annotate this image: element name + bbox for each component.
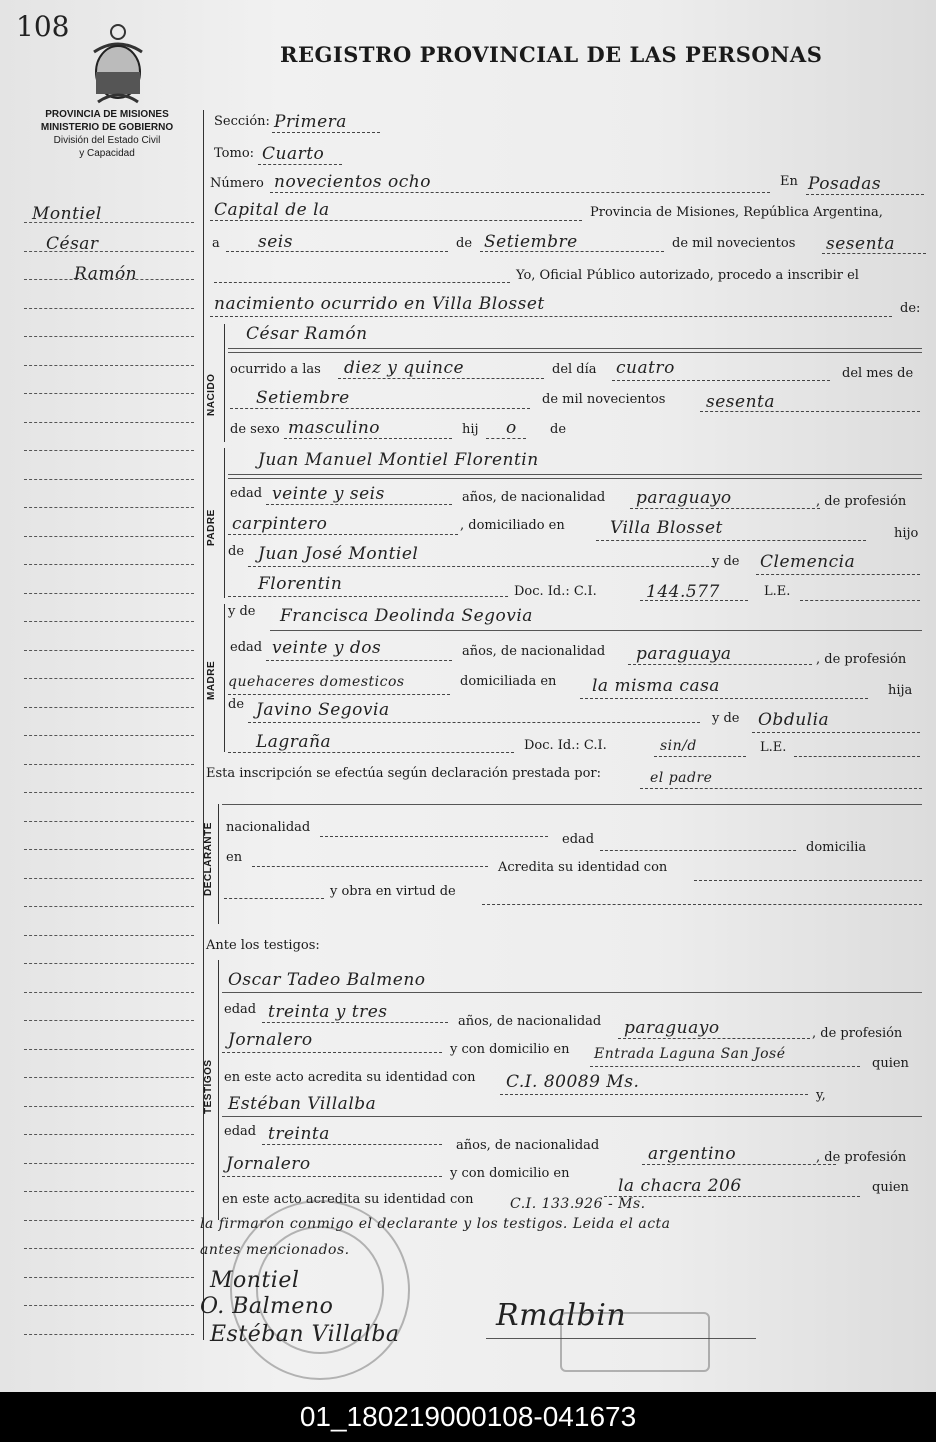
- padre-profesion-label: , de profesión: [816, 494, 907, 509]
- testigo1-prof-label: , de profesión: [812, 1026, 903, 1041]
- official-stamp-icon: [560, 1312, 710, 1372]
- madre-doc-value: sin/d: [660, 738, 697, 754]
- lugar-value: Capital de la: [214, 200, 330, 220]
- padre-yde-label: y de: [712, 554, 740, 569]
- padre-edad-label: edad: [230, 486, 263, 501]
- madre-edad-value: veinte y dos: [272, 638, 382, 658]
- declarante-edad-label: edad: [562, 832, 595, 847]
- margin-ruled-line: [24, 650, 194, 651]
- padre-le-label: L.E.: [764, 584, 791, 599]
- testigo1-quien-label: quien: [872, 1056, 909, 1071]
- margin-ruled-line: [24, 564, 194, 565]
- margin-ruled-line: [24, 792, 194, 793]
- margin-name-1: César: [46, 234, 99, 254]
- provincia-text: Provincia de Misiones, República Argentina,: [590, 205, 883, 220]
- padre-edad-value: veinte y seis: [272, 484, 385, 504]
- testigo2-edad: treinta: [268, 1124, 330, 1144]
- oficial-text: Yo, Oficial Público autorizado, procedo a inscribir el: [516, 268, 859, 283]
- margin-ruled-line: [24, 735, 194, 736]
- hij-label: hij: [462, 422, 479, 437]
- del-mes-label: del mes de: [842, 366, 914, 381]
- madre-profesion-label: , de profesión: [816, 652, 907, 667]
- document-title: REGISTRO PROVINCIAL DE LAS PERSONAS: [280, 42, 823, 67]
- hijo-label: hijo: [894, 526, 919, 541]
- madre-domicilio: la misma casa: [592, 676, 720, 696]
- madre-profesion: quehaceres domesticos: [228, 674, 405, 690]
- cierre-linea-1: la firmaron conmigo el declarante y los testigos. Leida el acta: [200, 1216, 671, 1232]
- issuer-line-4: y Capacidad: [79, 148, 135, 159]
- margin-ruled-line: [24, 935, 194, 936]
- margin-ruled-line: [24, 963, 194, 964]
- hora-value: diez y quince: [344, 358, 465, 378]
- margin-ruled-line: [24, 1334, 194, 1335]
- margin-ruled-line: [24, 1305, 194, 1306]
- madre-yde-label: y de: [228, 604, 256, 619]
- hecho-value: nacimiento ocurrido en Villa Blosset: [214, 294, 545, 314]
- padre-de-label: de: [228, 544, 245, 559]
- margin-ruled-line: [24, 849, 194, 850]
- hija-label: hija: [888, 683, 913, 698]
- testigo2-anios-label: años, de nacionalidad: [456, 1138, 600, 1153]
- margin-ruled-line: [24, 251, 194, 252]
- madre-de-label: de: [228, 697, 245, 712]
- testigo1-dom-label: y con domicilio en: [450, 1042, 570, 1057]
- en-label: En: [780, 174, 798, 189]
- margin-ruled-line: [24, 393, 194, 394]
- margin-ruled-line: [24, 707, 194, 708]
- margin-ruled-line: [24, 507, 194, 508]
- cierre-linea-2: antes mencionados.: [200, 1242, 350, 1258]
- margin-ruled-line: [24, 1220, 194, 1221]
- hij-value: o: [506, 418, 517, 438]
- margin-ruled-line: [24, 1163, 194, 1164]
- margin-ruled-line: [24, 450, 194, 451]
- testigo2-edad-label: edad: [224, 1124, 257, 1139]
- margin-ruled-line: [24, 764, 194, 765]
- testigo2-acredita-label: en este acto acredita su identidad con: [222, 1192, 474, 1207]
- sexo-value: masculino: [288, 418, 381, 438]
- declaracion-label: Esta inscripción se efectúa según declaración prestada por:: [206, 766, 601, 781]
- margin-ruled-line: [24, 1134, 194, 1135]
- testigo1-y-label: y,: [816, 1088, 826, 1103]
- padre-doc-label: Doc. Id.: C.I.: [514, 584, 597, 599]
- de-colon: de:: [900, 301, 921, 316]
- madre-yde2-label: y de: [712, 711, 740, 726]
- testigo1-edad-label: edad: [224, 1002, 257, 1017]
- margin-ruled-line: [24, 1191, 194, 1192]
- section-madre: MADRE: [206, 660, 217, 700]
- testigo2-prof-label: , de profesión: [816, 1150, 907, 1165]
- madre-padre-de: Javino Segovia: [256, 700, 390, 720]
- section-padre: PADRE: [206, 509, 217, 546]
- margin-ruled-line: [24, 536, 194, 537]
- padre-nacionalidad: paraguayo: [636, 488, 732, 508]
- dia-value: seis: [258, 232, 293, 252]
- madre-apellido: Lagraña: [256, 732, 332, 752]
- testigo2-nombre: Estéban Villalba: [228, 1094, 377, 1114]
- margin-ruled-line: [24, 992, 194, 993]
- margin-ruled-line: [24, 222, 194, 223]
- testigo2-doc: C.I. 133.926 - Ms.: [510, 1196, 646, 1212]
- margin-ruled-line: [24, 336, 194, 337]
- seccion-value: Primera: [274, 112, 347, 132]
- margin-ruled-line: [24, 308, 194, 309]
- ocurrido-label: ocurrido a las: [230, 362, 321, 377]
- firma-testigo-1: O. Balmeno: [200, 1294, 334, 1319]
- sexo-label: de sexo: [230, 422, 280, 437]
- margin-ruled-line: [24, 878, 194, 879]
- testigo2-prof: Jornalero: [226, 1154, 311, 1174]
- testigo2-nac: argentino: [648, 1144, 737, 1164]
- national-crest-icon: [84, 22, 152, 104]
- nacido-mil-label: de mil novecientos: [542, 392, 666, 407]
- nacido-dia-value: cuatro: [616, 358, 675, 378]
- numero-value: novecientos ocho: [274, 172, 431, 192]
- mil-text: de mil novecientos: [672, 236, 796, 251]
- margin-ruled-line: [24, 479, 194, 480]
- a-label: a: [212, 236, 220, 251]
- firma-testigo-2: Estéban Villalba: [210, 1322, 400, 1347]
- margin-name-2: Ramón: [74, 264, 138, 284]
- margin-ruled-line: [24, 1106, 194, 1107]
- padre-domicilio: Villa Blosset: [610, 518, 723, 538]
- margin-ruled-line: [24, 1077, 194, 1078]
- madre-madre-de: Obdulia: [758, 710, 830, 730]
- anio-value: sesenta: [826, 234, 895, 254]
- padre-padre-de: Juan José Montiel: [258, 544, 419, 564]
- nacido-mes-value: Setiembre: [256, 388, 350, 408]
- margin-ruled-line: [24, 279, 194, 280]
- madre-doc-label: Doc. Id.: C.I.: [524, 738, 607, 753]
- padre-apellido: Florentin: [258, 574, 343, 594]
- issuer-line-3: División del Estado Civil: [53, 135, 161, 146]
- numero-label: Número: [210, 176, 264, 191]
- margin-ruled-line: [24, 1277, 194, 1278]
- padre-domicilio-label: , domiciliado en: [460, 518, 565, 533]
- madre-anios-label: años, de nacionalidad: [462, 644, 606, 659]
- madre-nombre: Francisca Deolinda Segovia: [280, 606, 533, 626]
- issuer-block: [12, 108, 202, 160]
- testigo2-dom-label: y con domicilio en: [450, 1166, 570, 1181]
- main-border: [203, 110, 204, 1340]
- padre-madre-de: Clemencia: [760, 552, 856, 572]
- testigo2-quien-label: quien: [872, 1180, 909, 1195]
- firma-declarante: Montiel: [210, 1268, 300, 1293]
- testigo1-doc: C.I. 80089 Ms.: [506, 1072, 640, 1092]
- testigo1-dom: Entrada Laguna San José: [594, 1046, 786, 1062]
- nacido-nombre: César Ramón: [246, 324, 368, 344]
- firma-oficial: Rmalbin: [496, 1298, 627, 1333]
- declarante-domicilia-label: domicilia: [806, 840, 867, 855]
- margin-ruled-line: [24, 906, 194, 907]
- madre-domicilio-label: domiciliada en: [460, 674, 557, 689]
- testigo1-prof: Jornalero: [228, 1030, 313, 1050]
- madre-le-label: L.E.: [760, 740, 787, 755]
- nacido-de-label: de: [550, 422, 567, 437]
- declarante-nacionalidad-label: nacionalidad: [226, 820, 311, 835]
- issuer-line-1: PROVINCIA DE MISIONES: [45, 109, 169, 120]
- seccion-label: Sección:: [214, 114, 270, 129]
- de-label: de: [456, 236, 473, 251]
- testigo1-nombre: Oscar Tadeo Balmeno: [228, 970, 426, 990]
- testigo1-acredita-label: en este acto acredita su identidad con: [224, 1070, 476, 1085]
- margin-ruled-line: [24, 1049, 194, 1050]
- padre-anios-label: años, de nacionalidad: [462, 490, 606, 505]
- tomo-value: Cuarto: [262, 144, 325, 164]
- del-dia-label: del día: [552, 362, 597, 377]
- testigos-ante-label: Ante los testigos:: [206, 938, 320, 953]
- declarante-acredita-label: Acredita su identidad con: [498, 860, 668, 875]
- declarante-en-label: en: [226, 850, 243, 865]
- margin-surname: Montiel: [32, 204, 102, 224]
- tomo-label: Tomo:: [214, 146, 255, 161]
- padre-profesion: carpintero: [232, 514, 328, 534]
- issuer-line-2: MINISTERIO DE GOBIERNO: [40, 122, 174, 133]
- padre-doc-value: 144.577: [646, 582, 720, 602]
- testigo1-anios-label: años, de nacionalidad: [458, 1014, 602, 1029]
- section-declarante: DECLARANTE: [203, 822, 214, 896]
- madre-edad-label: edad: [230, 640, 263, 655]
- testigo1-edad: treinta y tres: [268, 1002, 388, 1022]
- nacido-anio-value: sesenta: [706, 392, 775, 412]
- declarante-obra-label: y obra en virtud de: [330, 884, 456, 899]
- madre-nacionalidad: paraguaya: [636, 644, 732, 664]
- margin-ruled-line: [24, 593, 194, 594]
- margin-ruled-line: [24, 621, 194, 622]
- testigo2-dom: la chacra 206: [618, 1176, 742, 1196]
- margin-ruled-line: [24, 821, 194, 822]
- padre-nombre: Juan Manuel Montiel Florentin: [258, 450, 539, 470]
- mes-value: Setiembre: [484, 232, 578, 252]
- margin-ruled-line: [24, 422, 194, 423]
- section-nacido: NACIDO: [206, 373, 217, 416]
- footer-id: 01_180219000108-041673: [0, 1392, 936, 1442]
- testigo1-nac: paraguayo: [624, 1018, 720, 1038]
- declaracion-value: el padre: [650, 770, 713, 786]
- margin-ruled-line: [24, 1248, 194, 1249]
- margin-ruled-line: [24, 678, 194, 679]
- section-testigos: TESTIGOS: [203, 1059, 214, 1114]
- margin-ruled-line: [24, 1020, 194, 1021]
- margin-ruled-line: [24, 365, 194, 366]
- en-value: Posadas: [808, 174, 882, 194]
- page-number: 108: [16, 10, 70, 43]
